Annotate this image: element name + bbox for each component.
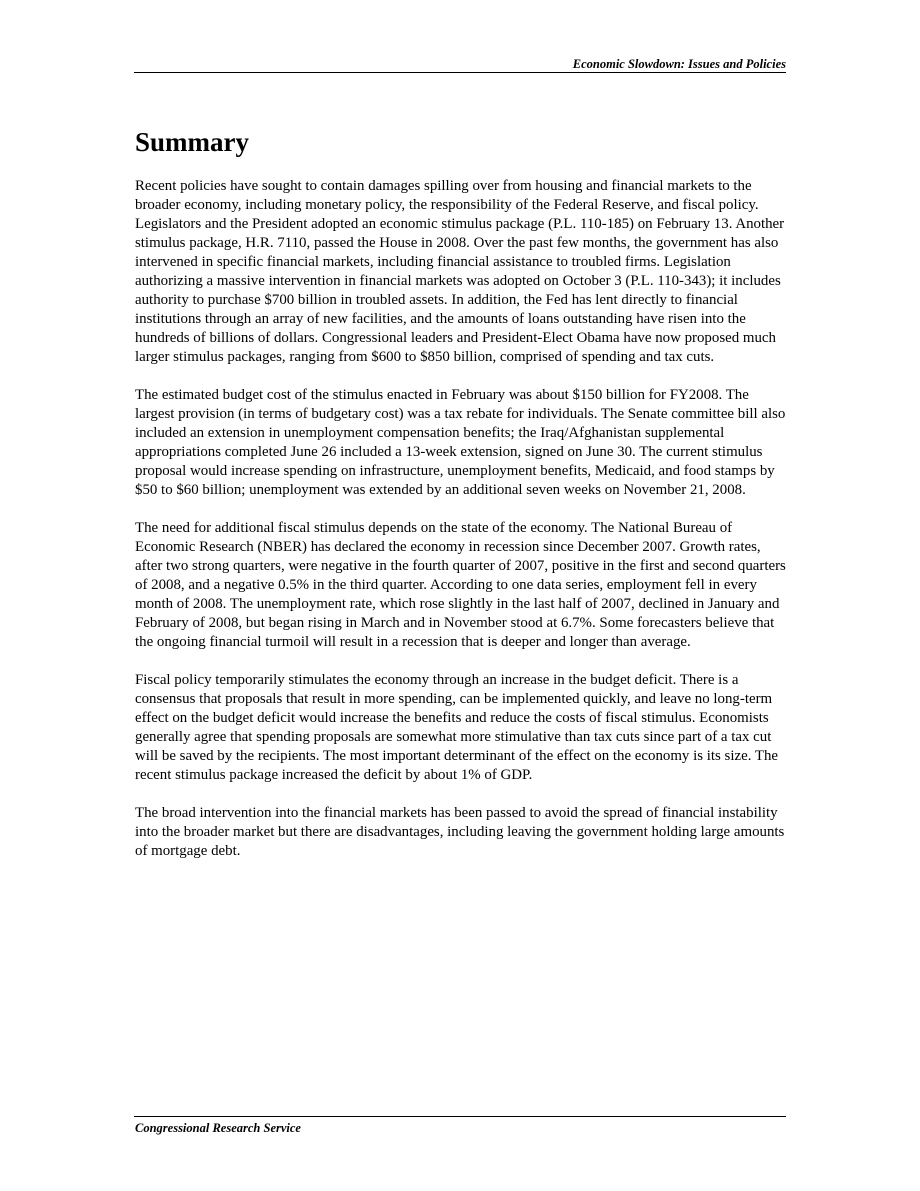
summary-body (135, 177, 787, 880)
paragraph-fiscal-policy: Fiscal policy temporarily stimulates the economy through an increase in the budget deficit. There is a consensus that proposals that result in more spending, can be implemented quickly, and leave no long-term effect on the budget deficit would increase the benefits and reduce the costs of fiscal stimulus. Economists generally agree that spending proposals are somewhat more stimulative than tax cuts since part of a tax cut will be saved by the recipients. The most important determinant of the effect on the economy is its size. The recent stimulus package increased the deficit by about 1% of GDP. (135, 672, 779, 783)
paragraph-policies: Recent policies have sought to contain damages spilling over from housing and financial markets to the broader economy, including monetary policy, the responsibility of the Federal Reserve, and fiscal policy. Legislators and the President adopted an economic stimulus package (P.L. 110-185) on February 13. Another stimulus package, H.R. 7110, passed the House in 2008. Over the past few months, the government has also intervened in specific financial markets, including financial assistance to troubled firms. Legislation authorizing a massive intervention in financial markets was adopted on October 3 (P.L. 110-343); it includes authority to purchase $700 billion in troubled assets. In addition, the Fed has lent directly to financial institutions through an array of new facilities, and the amounts of loans outstanding have risen into the hundreds of billions of dollars. Congressional leaders and President-Elect Obama have now proposed much larger stimulus packages, ranging from $600 to $850 billion, comprised of spending and tax cuts. (135, 178, 785, 365)
footer-divider (134, 1116, 786, 1117)
paragraph-budget-cost: The estimated budget cost of the stimulus enacted in February was about $150 billion for FY2008. The largest provision (in terms of budgetary cost) was a tax rebate for individuals. The Senate committee bill also included an extension in unemployment compensation benefits; the Iraq/Afghanistan supplemental appropriations completed June 26 included a 13-week extension, signed on June 30. The current stimulus proposal would increase spending on infrastructure, unemployment benefits, Medicaid, and food stamps by $50 to $60 billion; unemployment was extended by an additional seven weeks on November 21, 2008. (135, 387, 786, 498)
paragraph-economy-state: The need for additional fiscal stimulus depends on the state of the economy. The National Bureau of Economic Research (NBER) has declared the economy in recession since December 2007. Growth rates, after two strong quarters, were negative in the fourth quarter of 2007, positive in the first and second quarters of 2008, and a negative 0.5% in the third quarter. According to one data series, employment fell in every month of 2008. The unemployment rate, which rose slightly in the last half of 2007, declined in January and February of 2008, but began rising in March and in November stood at 6.7%. Some forecasters believe that the ongoing financial turmoil will result in a recession that is deeper and longer than average. (135, 520, 786, 650)
paragraph-financial-intervention: The broad intervention into the financial markets has been passed to avoid the spread of financial instability into the broader market but there are disadvantages, including leaving the government holding large amounts of mortgage debt. (135, 805, 785, 859)
running-footer-organization: Congressional Research Service (135, 1121, 301, 1135)
running-header-title: Economic Slowdown: Issues and Policies (572, 57, 786, 71)
page-title: Summary (135, 127, 249, 157)
header-divider (134, 72, 786, 73)
